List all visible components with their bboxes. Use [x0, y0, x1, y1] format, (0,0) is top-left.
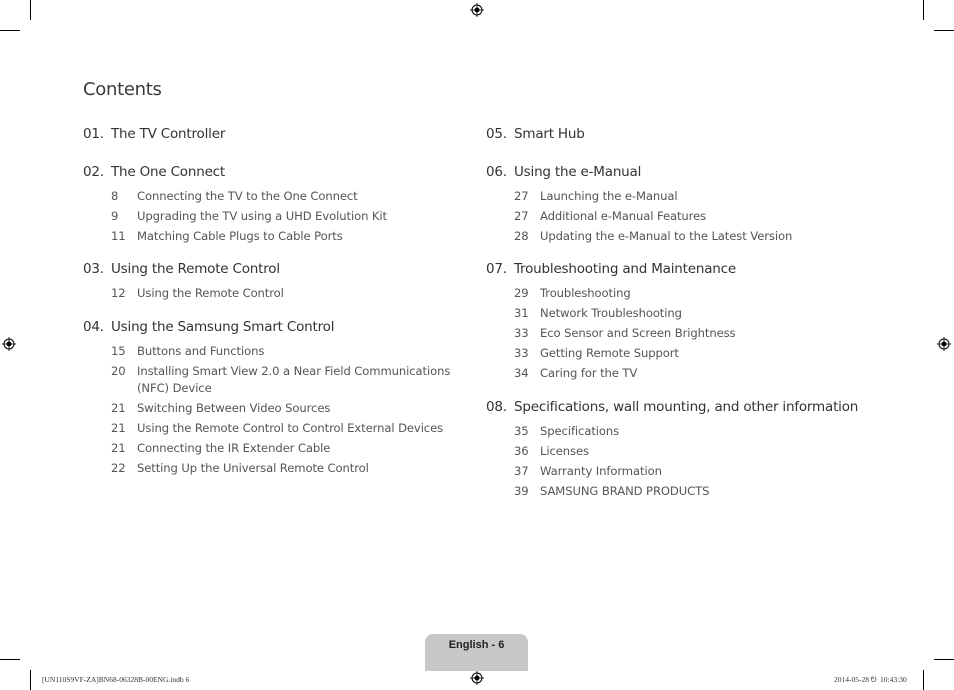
- toc-section: [83, 317, 451, 480]
- crop-mark: [934, 659, 954, 660]
- entry-text: Updating the e-Manual to the Latest Version: [540, 229, 793, 243]
- toc-section: [486, 162, 793, 248]
- print-slug-left: [UN110S9VF-ZA]BN68-06328B-00ENG.indb 6: [42, 675, 190, 684]
- entry-page: 37: [514, 464, 529, 478]
- entry-text: SAMSUNG BRAND PRODUCTS: [540, 484, 710, 498]
- entry-text: Setting Up the Universal Remote Control: [137, 461, 369, 475]
- section-title: Using the e-Manual: [514, 164, 642, 180]
- section-number: 02.: [83, 164, 104, 180]
- crop-mark: [934, 30, 954, 31]
- section-heading[interactable]: [83, 259, 280, 279]
- entry-page: 12: [111, 286, 126, 300]
- entry-text: Licenses: [540, 444, 589, 458]
- section-heading[interactable]: [486, 259, 736, 279]
- crop-mark: [30, 670, 31, 690]
- crop-mark: [30, 0, 31, 20]
- section-number: 08.: [486, 399, 507, 415]
- entry-page: 36: [514, 444, 529, 458]
- toc-entry[interactable]: [486, 365, 736, 385]
- toc-section: [486, 124, 585, 144]
- toc-section: [486, 397, 858, 503]
- toc-entry[interactable]: [486, 463, 858, 483]
- section-heading[interactable]: [83, 162, 225, 182]
- entry-text: Switching Between Video Sources: [137, 401, 331, 415]
- entry-text: Launching the e-Manual: [540, 189, 678, 203]
- entry-page: 20: [111, 364, 126, 378]
- entry-page: 28: [514, 229, 529, 243]
- section-heading[interactable]: [486, 397, 858, 417]
- registration-mark-icon: [470, 671, 484, 685]
- toc-entry[interactable]: [83, 188, 358, 208]
- toc-entry[interactable]: [83, 420, 444, 440]
- toc-entry[interactable]: [486, 423, 858, 443]
- toc-entry[interactable]: [486, 345, 736, 365]
- toc-entry[interactable]: [486, 285, 736, 305]
- section-number: 03.: [83, 261, 104, 277]
- crop-mark: [923, 0, 924, 20]
- entry-text: Using the Remote Control: [137, 286, 284, 300]
- entry-text: Warranty Information: [540, 464, 662, 478]
- section-number: 05.: [486, 126, 507, 142]
- entry-page: 11: [111, 229, 126, 243]
- entry-page: 21: [111, 421, 126, 435]
- toc-entry[interactable]: [486, 305, 736, 325]
- entry-page: 39: [514, 484, 529, 498]
- toc-entry[interactable]: [83, 228, 343, 248]
- toc-entry[interactable]: [83, 208, 387, 228]
- section-number: 01.: [83, 126, 104, 142]
- entry-text: Getting Remote Support: [540, 346, 679, 360]
- toc-entry[interactable]: [83, 400, 334, 420]
- section-heading[interactable]: [486, 124, 585, 144]
- crop-mark: [0, 30, 20, 31]
- entry-page: 21: [111, 441, 126, 455]
- section-title: Specifications, wall mounting, and other information: [514, 399, 859, 415]
- entry-text: Additional e-Manual Features: [540, 209, 707, 223]
- entry-page: 9: [111, 209, 119, 223]
- entry-text: Buttons and Functions: [137, 344, 265, 358]
- print-slug-right: 2014-05-28 ᣣ 10:43:30: [834, 675, 907, 684]
- section-number: 04.: [83, 319, 104, 335]
- toc-section: [83, 259, 284, 305]
- toc-section: [83, 124, 225, 144]
- entry-text: Caring for the TV: [540, 366, 638, 380]
- toc-entry[interactable]: [83, 343, 334, 363]
- entry-text: Specifications: [540, 424, 620, 438]
- entry-page: 31: [514, 306, 529, 320]
- section-title: Using the Samsung Smart Control: [111, 319, 335, 335]
- entry-page: 15: [111, 344, 126, 358]
- entry-page: 22: [111, 461, 126, 475]
- entry-text: Upgrading the TV using a UHD Evolution Kit: [137, 209, 387, 223]
- section-title: The One Connect: [111, 164, 225, 180]
- toc-section: [486, 259, 736, 385]
- section-heading[interactable]: [83, 124, 225, 144]
- crop-mark: [923, 670, 924, 690]
- toc-entry[interactable]: [83, 285, 284, 305]
- entry-text: Using the Remote Control to Control External Devices: [137, 421, 444, 435]
- toc-entry[interactable]: [486, 228, 793, 248]
- crop-mark: [0, 659, 20, 660]
- entry-text: Network Troubleshooting: [540, 306, 682, 320]
- registration-mark-icon: [937, 337, 951, 351]
- page-title: Contents: [83, 79, 162, 100]
- entry-text: Troubleshooting: [540, 286, 631, 300]
- section-heading[interactable]: [83, 317, 334, 337]
- entry-text: Eco Sensor and Screen Brightness: [540, 326, 736, 340]
- section-title: Smart Hub: [514, 126, 585, 142]
- section-title: The TV Controller: [111, 126, 226, 142]
- entry-text: Installing Smart View 2.0 a Near Field Communications (NFC) Device: [137, 364, 451, 395]
- toc-entry[interactable]: [486, 483, 858, 503]
- section-heading[interactable]: [486, 162, 641, 182]
- entry-page: 8: [111, 189, 119, 203]
- section-number: 07.: [486, 261, 507, 277]
- entry-page: 27: [514, 209, 529, 223]
- toc-entry[interactable]: [83, 440, 334, 460]
- entry-page: 35: [514, 424, 529, 438]
- entry-page: 29: [514, 286, 529, 300]
- toc-section: [83, 162, 387, 248]
- entry-text: Matching Cable Plugs to Cable Ports: [137, 229, 343, 243]
- toc-entry[interactable]: [486, 325, 736, 345]
- entry-page: 27: [514, 189, 529, 203]
- toc-entry[interactable]: [486, 188, 678, 208]
- entry-page: 21: [111, 401, 126, 415]
- registration-mark-icon: [470, 3, 484, 17]
- section-number: 06.: [486, 164, 507, 180]
- toc-entry[interactable]: [486, 208, 707, 228]
- page-number-label: English - 6: [448, 639, 505, 651]
- section-title: Troubleshooting and Maintenance: [514, 261, 736, 277]
- entry-page: 34: [514, 366, 529, 380]
- registration-mark-icon: [2, 337, 16, 351]
- entry-page: 33: [514, 346, 529, 360]
- toc-entry[interactable]: [83, 363, 451, 400]
- entry-text: Connecting the IR Extender Cable: [137, 441, 331, 455]
- toc-entry[interactable]: [83, 460, 369, 480]
- entry-page: 33: [514, 326, 529, 340]
- toc-entry[interactable]: [486, 443, 858, 463]
- entry-text: Connecting the TV to the One Connect: [137, 189, 358, 203]
- section-title: Using the Remote Control: [111, 261, 280, 277]
